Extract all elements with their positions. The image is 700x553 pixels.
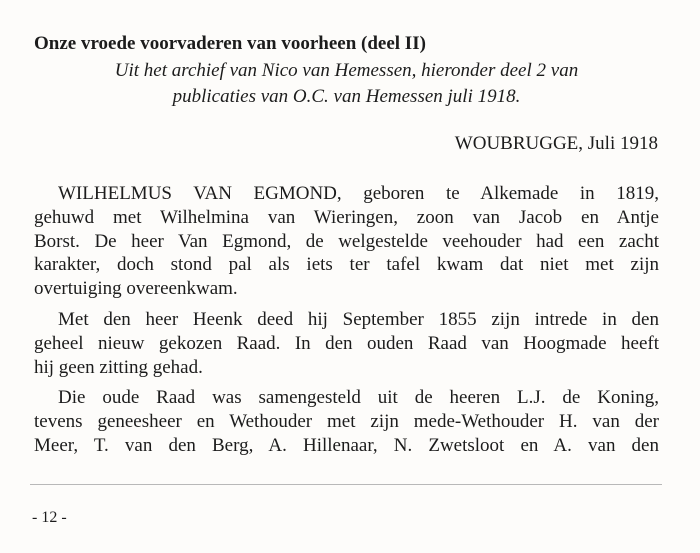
text-line: Meer, T. van den Berg, A. Hillenaar, N. Zwetsloot en A. van den [34,434,659,456]
text-line: hij geen zitting gehad. [34,356,203,378]
paragraph [34,182,659,301]
text-line: geheel nieuw gekozen Raad. In den ouden Raad van Hoogmade heeft [34,332,659,354]
article-subtitle [34,58,659,110]
text-line: karakter, doch stond pal als iets ter tafel kwam dat niet met zijn [34,254,659,276]
footer-divider [30,484,662,485]
text-line: gehuwd met Wilhelmina van Wieringen, zoon van Jacob en Antje [34,206,659,228]
text-line: Borst. De heer Van Egmond, de welgestelde veehouder had een zacht [34,230,659,252]
page-number: - 12 - [32,509,67,526]
article-title: Onze vroede voorvaderen van voorheen (deel II) [34,33,426,54]
subtitle-line: publicaties van O.C. van Hemessen juli 1918. [172,86,521,107]
text-line: overtuiging overeenkwam. [34,278,238,300]
article-body [34,182,659,465]
paragraph [34,386,659,457]
subtitle-line: Uit het archief van Nico van Hemessen, hieronder deel 2 van [114,60,579,81]
text-line: Met den heer Heenk deed hij September 1855 zijn intrede in den [58,308,659,330]
paragraph [34,308,659,379]
text-line: WILHELMUS VAN EGMOND, geboren te Alkemade in 1819, [58,183,659,204]
text-line: Die oude Raad was samengesteld uit de heeren L.J. de Koning, [58,387,659,409]
text-line: tevens geneesheer en Wethouder met zijn mede-Wethouder H. van der [34,411,659,433]
dateline: WOUBRUGGE, Juli 1918 [454,133,658,154]
